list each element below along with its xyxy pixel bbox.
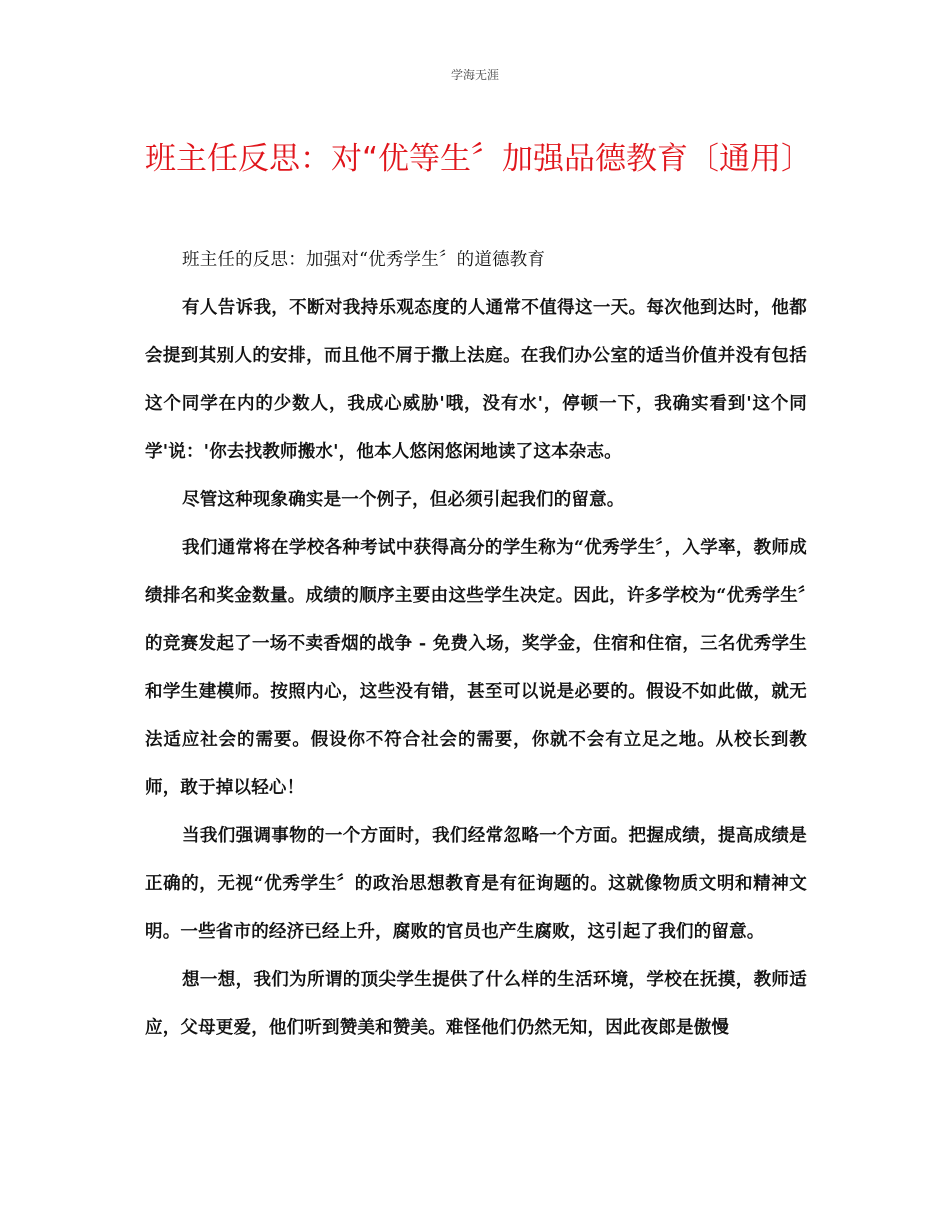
document-title: 班主任反思：对“优等生〞加强品德教育〔通用〕 [145, 141, 813, 177]
subtitle-paragraph: 班主任的反思：加强对“优秀学生〞的道德教育 [182, 250, 546, 270]
body-paragraph: 尽管这种现象确实是一个例子，但必须引起我们的留意。 [182, 490, 625, 510]
page-header: 学海无涯 [450, 68, 499, 82]
body-paragraph: 我们通常将在学校各种考试中获得高分的学生称为“优秀学生〞，入学率，教师成绩排名和奖金数量。成绩的顺序主要由这些学生决定。因此，许多学校为“优秀学生〞的竞赛发起了一场不卖香烟的战争 - 免费入场，奖学金，住宿和住宿，三名优秀学生和学生建模师。按照内心，这些没有错，甚至可以说是必要的。假设不如此做，就无法适应社会的需要。假设你不符合社会的需要，你就不会有立足之地。从校长到教师，敢于掉以轻心！ [145, 538, 807, 798]
body-paragraph: 有人告诉我，不断对我持乐观态度的人通常不值得这一天。每次他到达时，他都会提到其别人的安排，而且他不屑于撒上法庭。在我们办公室的适当价值并没有包括这个同学在内的少数人，我成心威胁'哦，没有水'，停顿一下，我确实看到'这个同学'说：'你去找教师搬水'，他本人悠闲悠闲地读了这本杂志。 [145, 298, 807, 462]
document-body [145, 236, 807, 1052]
body-paragraph: 当我们强调事物的一个方面时，我们经常忽略一个方面。把握成绩，提高成绩是正确的，无视“优秀学生〞的政治思想教育是有征询题的。这就像物质文明和精神文明。一些省市的经济已经上升，腐败的官员也产生腐败，这引起了我们的留意。 [145, 826, 807, 942]
body-paragraph: 想一想，我们为所谓的顶尖学生提供了什么样的生活环境，学校在抚摸，教师适应，父母更爱，他们听到赞美和赞美。难怪他们仍然无知，因此夜郎是傲慢 [145, 970, 807, 1038]
